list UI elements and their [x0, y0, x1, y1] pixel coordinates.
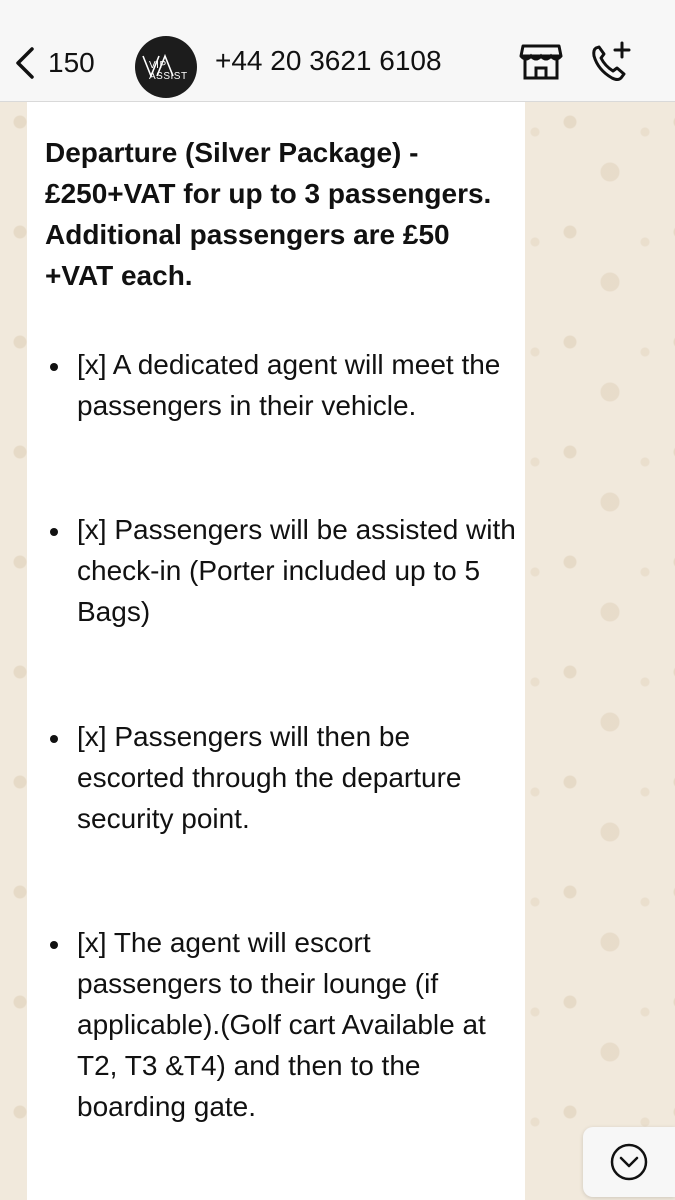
avatar[interactable]: [135, 36, 197, 98]
bullet-text: [x] Passengers will then be escorted through the departure security point.: [77, 721, 462, 834]
avatar-logo-text: VIP ASSIST: [149, 60, 188, 82]
contact-name[interactable]: +44 20 3621 6108: [215, 45, 442, 76]
bullet-dot: [50, 363, 58, 371]
bullet-dot: [50, 941, 58, 949]
bullet-text: [x] A dedicated agent will meet the passengers in their vehicle.: [77, 349, 501, 421]
message-title: Departure (Silver Package) - £250+VAT for up to 3 passengers. Additional passengers are £50 +VAT each.: [45, 137, 492, 291]
back-button[interactable]: [10, 38, 110, 88]
message-bubble[interactable]: [27, 102, 525, 1200]
add-call-button[interactable]: [588, 40, 634, 84]
scroll-to-bottom-button[interactable]: [583, 1127, 675, 1197]
store-icon: [518, 71, 564, 88]
bullet-text: [x] Passengers will be assisted with check-in (Porter included up to 5 Bags): [77, 514, 516, 627]
chat-header: [0, 0, 675, 102]
add-call-icon: [588, 71, 634, 88]
bullet-dot: [50, 735, 58, 743]
chevron-left-icon: [10, 43, 40, 83]
store-button[interactable]: [518, 40, 564, 84]
unread-count: 150: [48, 47, 95, 78]
bullet-text: [x] The agent will escort passengers to their lounge (if applicable).(Golf cart Available at T2, T3 &T4) and then to the boarding gate.: [77, 927, 486, 1122]
bullet-dot: [50, 528, 58, 536]
